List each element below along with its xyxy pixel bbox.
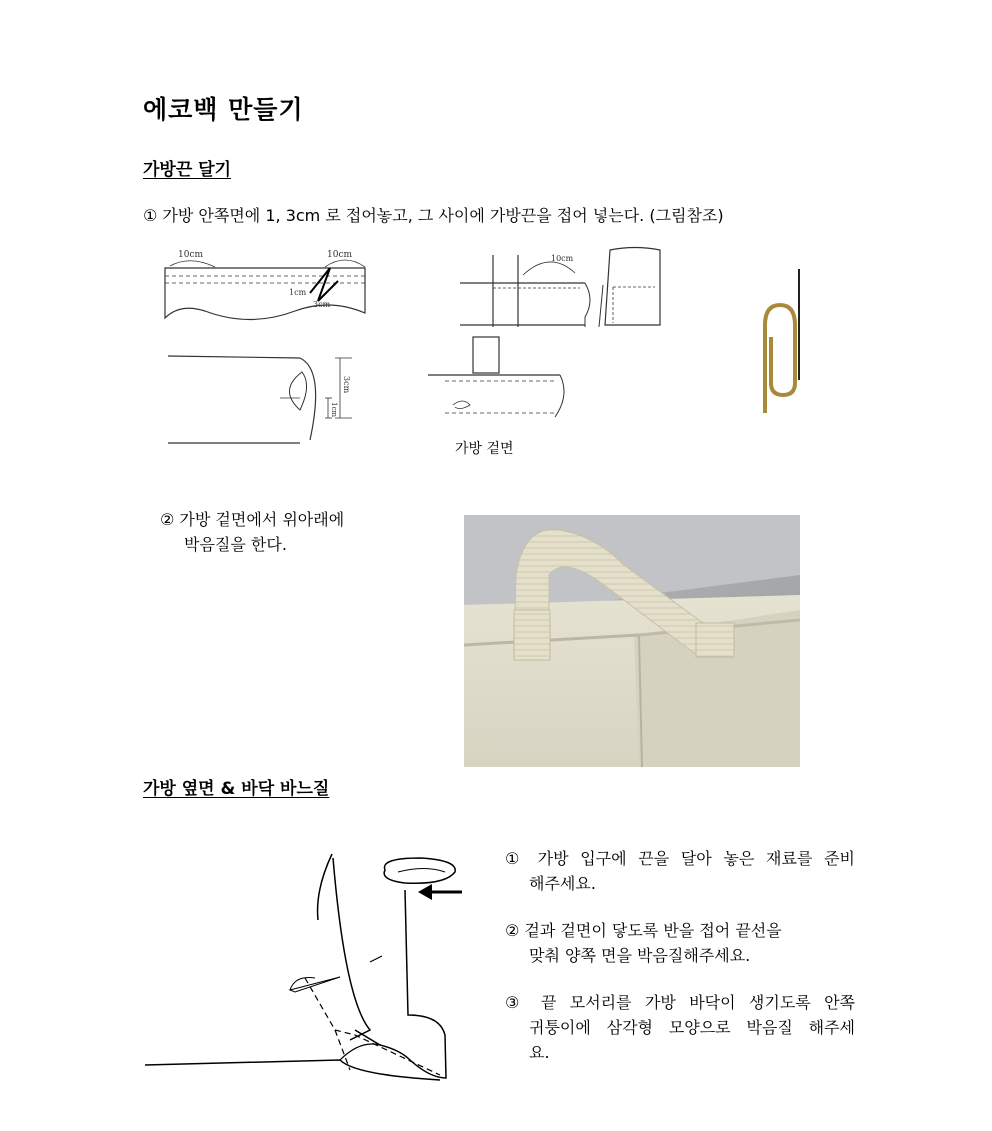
bag-outside-label: 가방 겉면 (455, 441, 514, 457)
section-heading-strap: 가방끈 달기 (143, 160, 232, 180)
paperclip-illustration (755, 265, 810, 420)
bag-outside-diagram (425, 335, 570, 425)
section-heading-side-bottom: 가방 옆면 & 바닥 바느질 (143, 779, 330, 799)
strap-stitch-photo (464, 515, 800, 767)
label-1cm-b: 1cm (330, 402, 338, 418)
side-step-3-line-3: 요. (529, 1043, 550, 1062)
strap-step-1: ① 가방 안쪽면에 1, 3cm 로 접어놓고, 그 사이에 가방끈을 접어 넣는다. (그림참조) (143, 206, 724, 225)
fold-diagram-flat (160, 243, 375, 328)
strap-fold-diagram (455, 245, 665, 345)
side-step-2-line-2: 맞춰 양쪽 면을 박음질해주세요. (529, 946, 751, 965)
label-3cm-a: 3cm (313, 300, 331, 309)
label-10cm-b: 10cm (327, 250, 353, 260)
label-10cm-c: 10cm (551, 254, 574, 263)
side-step-3-line-2: 귀퉁이에 삼각형 모양으로 박음질 해주세 (529, 1018, 855, 1037)
fold-diagram-rolled (160, 350, 365, 450)
label-1cm-a: 1cm (289, 288, 307, 297)
label-3cm-b: 3cm (342, 376, 351, 394)
page-title: 에코백 만들기 (143, 95, 304, 124)
bag-corner-sewing-diagram (140, 850, 470, 1090)
label-10cm-a: 10cm (178, 250, 204, 260)
strap-step-2-line-2: 박음질을 한다. (184, 535, 287, 554)
side-step-1-line-2: 해주세요. (529, 874, 596, 893)
side-step-2-line-1: ② 겉과 겉면이 닿도록 반을 접어 끝선을 (505, 921, 782, 940)
side-step-1-line-1: ① 가방 입구에 끈을 달아 놓은 재료를 준비 (505, 849, 855, 868)
side-step-3-line-1: ③ 끝 모서리를 가방 바닥이 생기도록 안쪽 (505, 993, 855, 1012)
strap-step-2-line-1: ② 가방 겉면에서 위아래에 (160, 510, 345, 529)
